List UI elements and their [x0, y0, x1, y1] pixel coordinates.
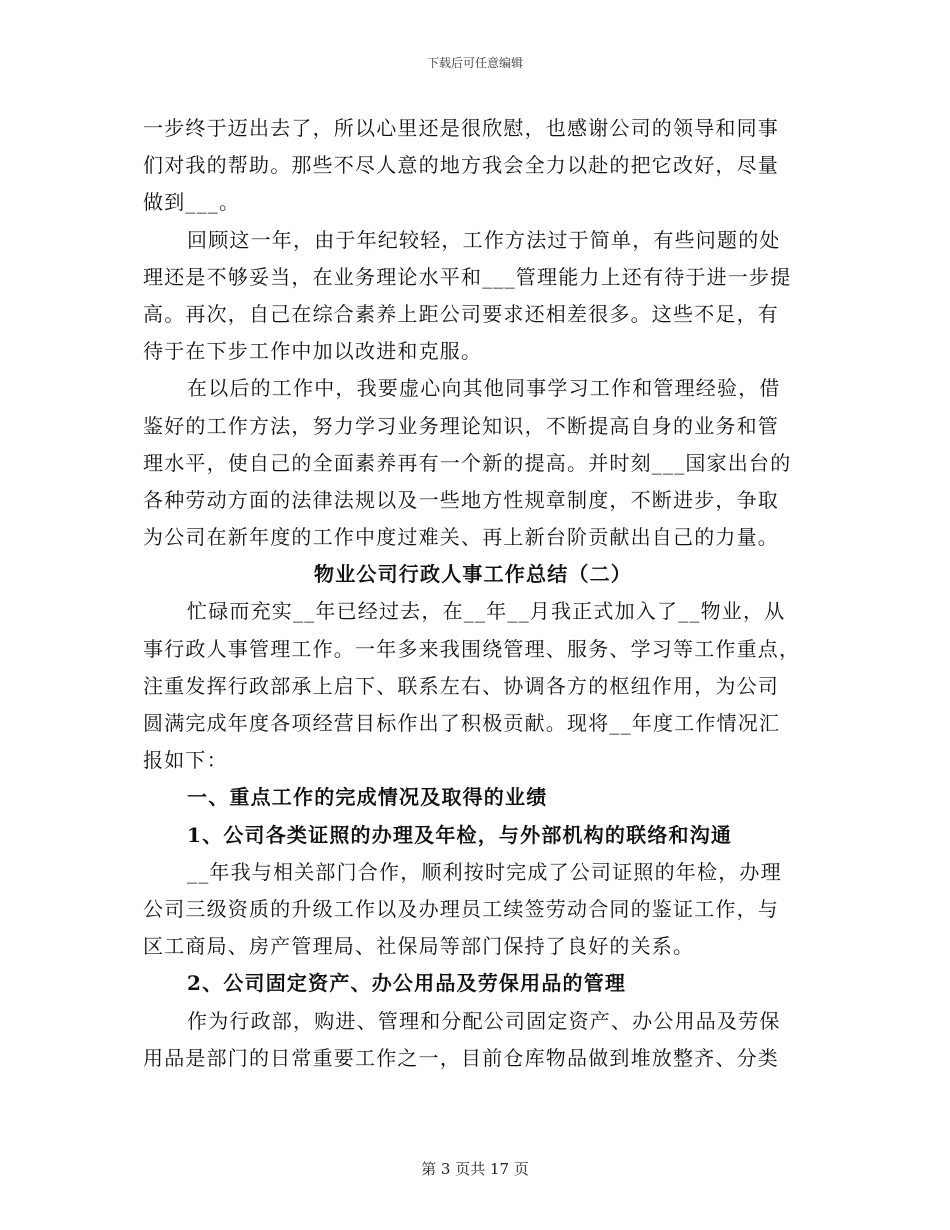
subsection-heading: 1、公司各类证照的办理及年检，与外部机构的联络和沟通 — [187, 822, 733, 847]
paragraph-line: 事行政人事管理工作。一年多来我围绕管理、服务、学习等工作重点， — [143, 636, 801, 661]
page-header: 下载后可任意编辑 — [426, 56, 523, 70]
paragraph-line: 理水平，使自己的全面素养再有一个新的提高。并时刻___国家出台的 — [143, 450, 792, 475]
paragraph-line: 圆满完成年度各项经营目标作出了积极贡献。现将__年度工作情况汇 — [143, 711, 781, 735]
paragraph-line: 回顾这一年，由于年纪较轻，工作方法过于简单，有些问题的处 — [187, 227, 781, 252]
paragraph-line: 理还是不够妥当，在业务理论水平和___管理能力上还有待于进一步提 — [143, 264, 792, 289]
paragraph-line: 高。再次，自己在综合素养上距公司要求还相差很多。这些不足，有 — [143, 301, 779, 326]
page-number: 第 3 页共 17 页 — [421, 1160, 529, 1178]
paragraph-line: 鉴好的工作方法，努力学习业务理论知识，不断提高自身的业务和管 — [143, 413, 779, 438]
paragraph-line: 用品是部门的日常重要工作之一，目前仓库物品做到堆放整齐、分类 — [143, 1045, 779, 1070]
section-title: 物业公司行政人事工作总结（二） — [314, 562, 632, 587]
paragraph-line: 在以后的工作中，我要虚心向其他同事学习工作和管理经验，借 — [187, 376, 781, 401]
document-body — [143, 110, 803, 1077]
paragraph-line: 各种劳动方面的法律法规以及一些地方性规章制度，不断进步，争取 — [143, 487, 779, 512]
subsection-heading: 2、公司固定资产、办公用品及劳保用品的管理 — [187, 971, 627, 996]
paragraph-line: 为公司在新年度的工作中度过难关、再上新台阶贡献出自己的力量。 — [143, 525, 779, 550]
paragraph-line: 作为行政部，购进、管理和分配公司固定资产、办公用品及劳保 — [187, 1008, 781, 1033]
paragraph-line: 待于在下步工作中加以改进和克服。 — [143, 339, 483, 364]
paragraph-line: 报如下： — [143, 748, 228, 773]
paragraph-line: 一步终于迈出去了，所以心里还是很欣慰，也感谢公司的领导和同事 — [143, 116, 779, 140]
paragraph-line: 做到___。 — [143, 190, 241, 215]
paragraph-line: 们对我的帮助。那些不尽人意的地方我会全力以赴的把它改好，尽量 — [143, 153, 779, 178]
paragraph-line: __年我与相关部门合作，顺利按时完成了公司证照的年检，办理 — [187, 859, 782, 884]
paragraph-line: 忙碌而充实__年已经过去，在__年__月我正式加入了__物业，从 — [187, 599, 786, 624]
section-heading: 一、重点工作的完成情况及取得的业绩 — [187, 785, 548, 810]
paragraph-line: 注重发挥行政部承上启下、联系左右、协调各方的枢纽作用，为公司 — [143, 673, 779, 698]
paragraph-line: 公司三级资质的升级工作以及办理员工续签劳动合同的鉴证工作，与 — [143, 896, 779, 921]
paragraph-line: 区工商局、房产管理局、社保局等部门保持了良好的关系。 — [143, 934, 695, 959]
